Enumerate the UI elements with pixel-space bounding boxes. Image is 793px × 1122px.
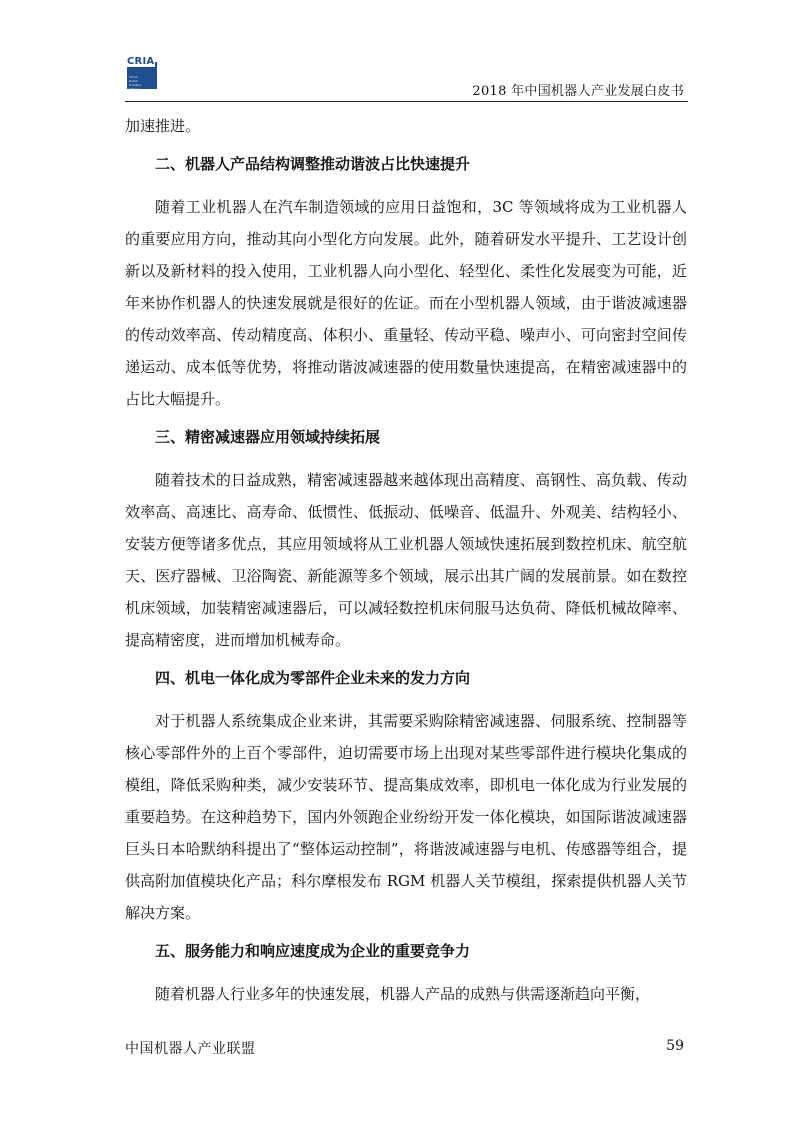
page-number: 59 — [666, 1038, 684, 1054]
section-heading-4: 四、机电一体化成为零部件企业未来的发力方向 — [155, 669, 471, 687]
section-heading-2: 二、机器人产品结构调整推动谐波占比快速提升 — [155, 155, 471, 173]
section-paragraph-2: 随着工业机器人在汽车制造领域的应用日益饱和，3C 等领域将成为工业机器人的重要应用方向，推动其向小型化方向发展。此外，随着研发水平提升、工艺设计创新以及新材料的投入使用，工业机器人向小型化、轻型化、柔性化发展变为可能，近年来协作机器人的快速发展就是很好的佐证。而在小型机器人领域，由于谐波减速器的传动效率高、传动精度高、体积小、重量轻、传动平稳、噪声小、可向密封空间传递运动、成本低等优势，将推动谐波减速器的使用数量快速提高，在精密减速器中的占比大幅提升。 — [125, 198, 687, 408]
section-heading-5: 五、服务能力和响应速度成为企业的重要竞争力 — [155, 942, 471, 960]
section-heading-3: 三、精密减速器应用领域持续拓展 — [155, 428, 381, 446]
header-divider — [125, 101, 688, 102]
section-paragraph-5: 随着机器人行业多年的快速发展，机器人产品的成熟与供需逐渐趋向平衡， — [155, 985, 651, 1003]
section-paragraph-3: 随着技术的日益成熟，精密减速器越来越体现出高精度、高钢性、高负载、传动效率高、高速比、高寿命、低惯性、低振动、低噪音、低温升、外观美、结构轻小、安装方便等诸多优点，其应用领域将从工业机器人领域快速拓展到数控机床、航空航天、医疗器械、卫浴陶瓷、新能源等多个领域，展示出其广阔的发展前景。如在数控机床领域，加装精密减速器后，可以减轻数控机床伺服马达负荷、降低机械故障率、提高精密度，进而增加机械寿命。 — [125, 471, 687, 649]
lead-paragraph: 加速推进。 — [125, 117, 201, 135]
section-paragraph-4: 对于机器人系统集成企业来讲，其需要采购除精密减速器、伺服系统、控制器等核心零部件外的上百个零部件，迫切需要市场上出现对某些零部件进行模块化集成的模组，降低采购种类，减少安装环节、提高集成效率，即机电一体化成为行业发展的重要趋势。在这种趋势下，国内外领跑企业纷纷开发一体化模块，如国际谐波减速器巨头日本哈默纳科提出了“整体运动控制”，将谐波减速器与电机、传感器等组合，提供高附加值模块化产品；科尔摩根发布 RGM 机器人关节模组，探索提供机器人关节解决方案。 — [125, 712, 687, 922]
cria-logo — [127, 56, 159, 90]
footer-organization: 中国机器人产业联盟 — [125, 1041, 256, 1057]
document-header-title: 2018 年中国机器人产业发展白皮书 — [472, 84, 684, 99]
cria-logo-text: CRIA — [127, 56, 155, 67]
cria-logo-subtext: China Robot Industry Alliance — [129, 75, 142, 91]
page-body — [125, 110, 687, 1010]
